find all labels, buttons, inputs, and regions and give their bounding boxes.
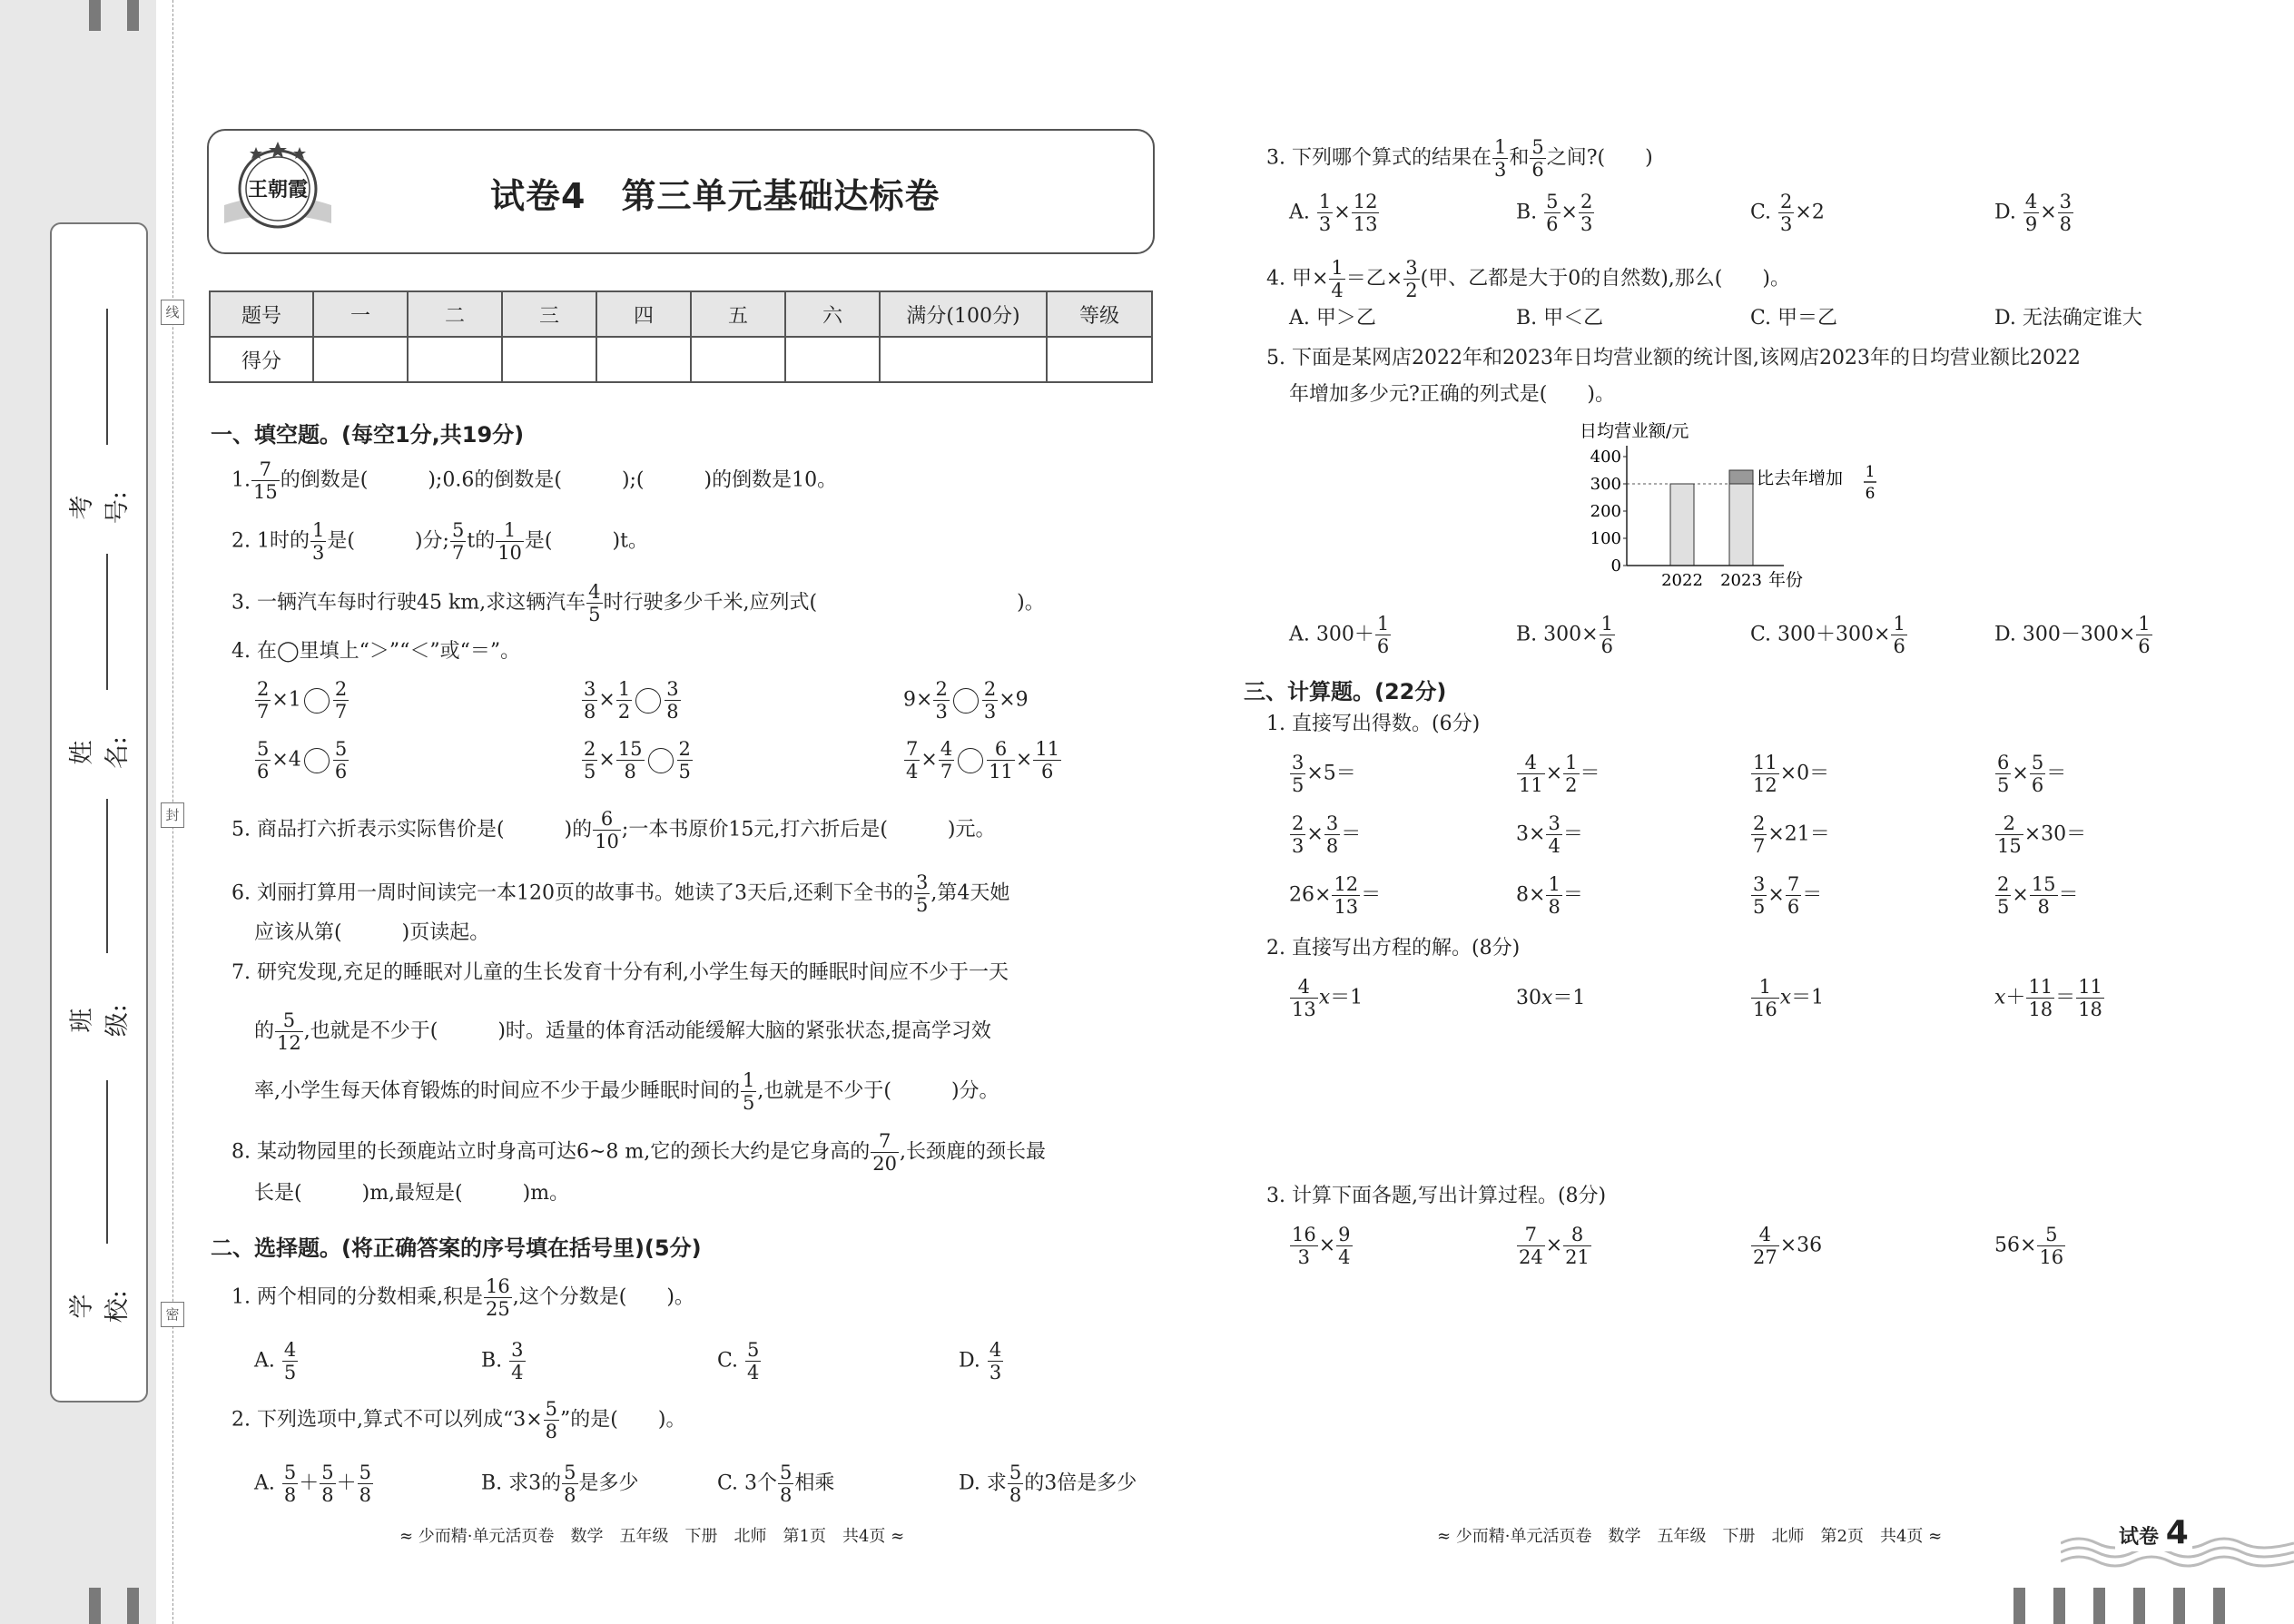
option: C. $\frac{5}{4}$ xyxy=(717,1339,760,1383)
score-header-cell: 六 xyxy=(785,291,880,337)
option: D. 无法确定谁大 xyxy=(1994,307,2142,330)
footer-left: ≈ 少而精·单元活页卷 数学 五年级 下册 北师 第1页 共4页 ≈ xyxy=(399,1527,905,1546)
compare-item: $\frac{3}{8}$ × $\frac{1}{2}$ $\frac{3}{8}$ xyxy=(584,678,679,723)
school-label: 学校: xyxy=(68,1289,132,1324)
calc-item: $\frac{4}{27}$ ×36 xyxy=(1753,1224,1823,1268)
compare-item: $\frac{7}{4}$ × $\frac{4}{7}$ $\frac{6}{11}$ × $\frac{11}{6}$ xyxy=(906,738,1060,782)
option: C. 3个 $\frac{5}{8}$ 相乘 xyxy=(717,1462,835,1506)
x-tick-label: 2022 xyxy=(1661,571,1703,590)
bar xyxy=(1670,484,1694,566)
registration-mark xyxy=(2173,1588,2185,1624)
question-1-7: 7. 研究发现,充足的睡眠对儿童的生长发育十分有利,小学生每天的睡眠时间应不少于一天 xyxy=(231,961,1009,984)
score-cell[interactable] xyxy=(408,337,502,382)
option: B. $\frac{3}{4}$ xyxy=(481,1339,524,1383)
option: B. 300× $\frac{1}{6}$ xyxy=(1516,613,1613,657)
y-tick-label: 200 xyxy=(1590,502,1621,521)
section-1-heading: 一、填空题。(每空1分,共19分) xyxy=(211,422,525,448)
equation-item: x＋ $\frac{11}{18}$ ＝ $\frac{11}{18}$ xyxy=(1994,976,2102,1020)
question-2-5-cont: 年增加多少元?正确的列式是( )。 xyxy=(1289,383,1615,406)
score-header-cell: 四 xyxy=(596,291,691,337)
calc-item: 26× $\frac{12}{13}$ ＝ xyxy=(1289,873,1382,918)
registration-mark xyxy=(2093,1588,2105,1624)
annotation-fraction-numerator: 1 xyxy=(1865,463,1876,481)
question-1-6-cont: 应该从第( )页读起。 xyxy=(254,921,490,944)
score-cell[interactable] xyxy=(1047,337,1152,382)
question-1-5: 5. 商品打六折表示实际售价是( )的 $\frac{6}{10}$ ;一本书原价15元,打六折后是( )元。 xyxy=(231,808,996,852)
y-tick-label: 100 xyxy=(1590,529,1621,548)
option: A. $\frac{5}{8}$ ＋ $\frac{5}{8}$ ＋ $\frac{5}{8}$ xyxy=(254,1462,372,1506)
option: D. $\frac{4}{3}$ xyxy=(959,1339,1002,1383)
calc-item: $\frac{2}{3}$ × $\frac{3}{8}$ ＝ xyxy=(1292,812,1362,857)
calc-item: $\frac{3}{5}$ ×5＝ xyxy=(1292,752,1356,796)
calc-item: $\frac{2}{5}$ × $\frac{15}{8}$ ＝ xyxy=(1997,873,2079,918)
option: A. $\frac{4}{5}$ xyxy=(254,1339,297,1383)
y-tick-label: 0 xyxy=(1610,556,1621,576)
question-1-8-cont: 长是( )m,最短是( )m。 xyxy=(254,1182,570,1205)
question-1-2: 2. 1时的 $\frac{1}{3}$ 是( )分; $\frac{5}{7}$ t的 $\frac{1}{10}$ 是( )t。 xyxy=(231,519,648,564)
exam-badge: 试卷 4 xyxy=(2115,1514,2192,1551)
question-1-7-cont: 的 $\frac{5}{12}$ ,也就是不少于( )时。适量的体育活动能缓解大脑的紧张状态,提高学习效 xyxy=(254,1009,991,1054)
footer-right: ≈ 少而精·单元活页卷 数学 五年级 下册 北师 第2页 共4页 ≈ xyxy=(1437,1527,1943,1546)
student-info-box xyxy=(50,222,148,1403)
question-2-3: 3. 下列哪个算式的结果在 $\frac{1}{3}$ 和 $\frac{5}{6}$ 之间?( ) xyxy=(1266,136,1653,181)
exam-number-label: 考号: xyxy=(68,490,132,525)
option: B. 求3的 $\frac{5}{8}$ 是多少 xyxy=(481,1462,639,1506)
question-1-4: 4. 在◯里填上“＞”“＜”或“＝”。 xyxy=(231,640,521,663)
question-2-1: 1. 两个相同的分数相乘,积是 $\frac{16}{25}$ ,这个分数是( )。 xyxy=(231,1275,694,1320)
compare-item: 9× $\frac{2}{3}$ $\frac{2}{3}$ ×9 xyxy=(903,678,1029,723)
option: C. $\frac{2}{3}$ ×2 xyxy=(1750,191,1825,235)
compare-item: $\frac{2}{7}$ ×1 $\frac{2}{7}$ xyxy=(257,678,348,723)
question-1-8: 8. 某动物园里的长颈鹿站立时身高可达6~8 m,它的颈长大约是它身高的 $\frac{7}{20}$ ,长颈鹿的颈长最 xyxy=(231,1130,1046,1175)
registration-mark xyxy=(89,1588,101,1624)
calc-item: $\frac{11}{12}$ ×0＝ xyxy=(1753,752,1830,796)
chart-ylabel: 日均营业额/元 xyxy=(1580,421,1689,441)
question-2-2: 2. 下列选项中,算式不可以列成“3× $\frac{5}{8}$ ”的是( )。 xyxy=(231,1398,686,1442)
calc-item: $\frac{3}{5}$ × $\frac{7}{6}$ ＝ xyxy=(1753,873,1823,918)
equation-item: $\frac{1}{16}$ x＝1 xyxy=(1753,976,1825,1020)
registration-mark xyxy=(2133,1588,2145,1624)
calc-item: $\frac{16}{3}$ × $\frac{9}{4}$ xyxy=(1292,1224,1351,1268)
class-line xyxy=(106,799,108,953)
section-2-heading: 二、选择题。(将正确答案的序号填在括号里)(5分) xyxy=(211,1235,702,1261)
question-1-1: 1. $\frac{7}{15}$ 的倒数是( );0.6的倒数是( );( )的倒数是10。 xyxy=(231,458,838,503)
question-2-4: 4. 甲× $\frac{1}{4}$ ＝乙× $\frac{3}{2}$ (甲、乙都是大于0的自然数),那么( )。 xyxy=(1266,257,1790,301)
cut-mark: 封 xyxy=(161,802,184,828)
name-line xyxy=(106,554,108,690)
calc-item: $\frac{7}{24}$ × $\frac{8}{21}$ xyxy=(1519,1224,1590,1268)
score-cell[interactable] xyxy=(785,337,880,382)
x-tick-label: 2023 xyxy=(1720,571,1762,590)
option: A. 300＋ $\frac{1}{6}$ xyxy=(1289,613,1390,657)
calc-item: 56× $\frac{5}{16}$ xyxy=(1994,1224,2064,1268)
y-tick-label: 400 xyxy=(1590,448,1621,467)
school-line xyxy=(106,1080,108,1244)
question-3-3: 3. 计算下面各题,写出计算过程。(8分) xyxy=(1266,1185,1607,1207)
question-3-1: 1. 直接写出得数。(6分) xyxy=(1266,713,1481,735)
score-header-cell: 满分(100分) xyxy=(880,291,1047,337)
equation-item: $\frac{4}{13}$ x＝1 xyxy=(1292,976,1364,1020)
logo-icon xyxy=(215,134,340,243)
score-row-label: 得分 xyxy=(210,337,313,382)
logo-text: 王朝霞 xyxy=(247,178,309,202)
section-3-heading: 三、计算题。(22分) xyxy=(1244,679,1447,704)
calc-item: 8× $\frac{1}{8}$ ＝ xyxy=(1516,873,1583,918)
calc-item: $\frac{2}{15}$ ×30＝ xyxy=(1997,812,2087,857)
option: B. $\frac{5}{6}$ × $\frac{2}{3}$ xyxy=(1516,191,1593,235)
bar xyxy=(1729,484,1753,566)
bar-chart xyxy=(1561,413,1888,595)
question-3-2: 2. 直接写出方程的解。(8分) xyxy=(1266,937,1521,960)
exam-number-line xyxy=(106,309,108,445)
option: D. 求 $\frac{5}{8}$ 的3倍是多少 xyxy=(959,1462,1137,1506)
score-cell[interactable] xyxy=(502,337,596,382)
bar-increase xyxy=(1729,470,1753,484)
cut-mark: 密 xyxy=(161,1302,184,1327)
compare-item: $\frac{5}{6}$ ×4 $\frac{5}{6}$ xyxy=(257,738,348,782)
registration-mark xyxy=(89,0,101,31)
option: D. 300－300× $\frac{1}{6}$ xyxy=(1994,613,2151,657)
score-cell[interactable] xyxy=(880,337,1047,382)
score-header-cell: 二 xyxy=(408,291,502,337)
question-1-7-cont2: 率,小学生每天体育锻炼的时间应不少于最少睡眠时间的 $\frac{1}{5}$ ,也就是不少于( )分。 xyxy=(254,1069,999,1114)
option: C. 甲＝乙 xyxy=(1750,307,1838,330)
class-label: 班级: xyxy=(68,1003,132,1038)
registration-mark xyxy=(2013,1588,2025,1624)
registration-mark xyxy=(127,0,139,31)
option: A. 甲＞乙 xyxy=(1289,307,1376,330)
option: C. 300＋300× $\frac{1}{6}$ xyxy=(1750,613,1905,657)
score-header-cell: 三 xyxy=(502,291,596,337)
chart-annotation: 比去年增加 xyxy=(1757,468,1844,488)
y-tick-label: 300 xyxy=(1590,475,1621,494)
cut-mark: 线 xyxy=(161,300,184,325)
page-title: 试卷4 第三单元基础达标卷 xyxy=(490,176,940,216)
score-header-cell: 题号 xyxy=(210,291,313,337)
score-cell[interactable] xyxy=(596,337,691,382)
score-header-cell: 等级 xyxy=(1047,291,1152,337)
question-2-5: 5. 下面是某网店2022年和2023年日均营业额的统计图,该网店2023年的日均营业额比2022 xyxy=(1266,347,2081,369)
score-header-cell: 五 xyxy=(691,291,785,337)
option: B. 甲＜乙 xyxy=(1516,307,1604,330)
name-label: 姓名: xyxy=(68,735,132,770)
calc-item: 3× $\frac{3}{4}$ ＝ xyxy=(1516,812,1583,857)
registration-mark xyxy=(127,1588,139,1624)
annotation-fraction-denominator: 6 xyxy=(1865,485,1876,503)
question-1-3: 3. 一辆汽车每时行驶45 km,求这辆汽车 $\frac{4}{5}$ 时行驶多少千米,应列式( )。 xyxy=(231,581,1045,625)
calc-item: $\frac{6}{5}$ × $\frac{5}{6}$ ＝ xyxy=(1997,752,2067,796)
calc-item: $\frac{2}{7}$ ×21＝ xyxy=(1753,812,1830,857)
chart-xlabel: 年份 xyxy=(1768,570,1804,590)
score-cell[interactable] xyxy=(313,337,408,382)
registration-mark xyxy=(2213,1588,2225,1624)
question-1-6: 6. 刘丽打算用一周时间读完一本120页的故事书。她读了3天后,还剩下全书的 $\frac{3}{5}$ ,第4天她 xyxy=(231,871,1010,916)
compare-item: $\frac{2}{5}$ × $\frac{15}{8}$ $\frac{2}{5}$ xyxy=(584,738,691,782)
registration-mark xyxy=(2053,1588,2065,1624)
score-header-cell: 一 xyxy=(313,291,408,337)
score-cell[interactable] xyxy=(691,337,785,382)
score-table xyxy=(209,290,1153,383)
equation-item: 30x＝1 xyxy=(1516,987,1586,1009)
calc-item: $\frac{4}{11}$ × $\frac{1}{2}$ ＝ xyxy=(1519,752,1600,796)
option: A. $\frac{1}{3}$ × $\frac{12}{13}$ xyxy=(1289,191,1378,235)
option: D. $\frac{4}{9}$ × $\frac{3}{8}$ xyxy=(1994,191,2072,235)
